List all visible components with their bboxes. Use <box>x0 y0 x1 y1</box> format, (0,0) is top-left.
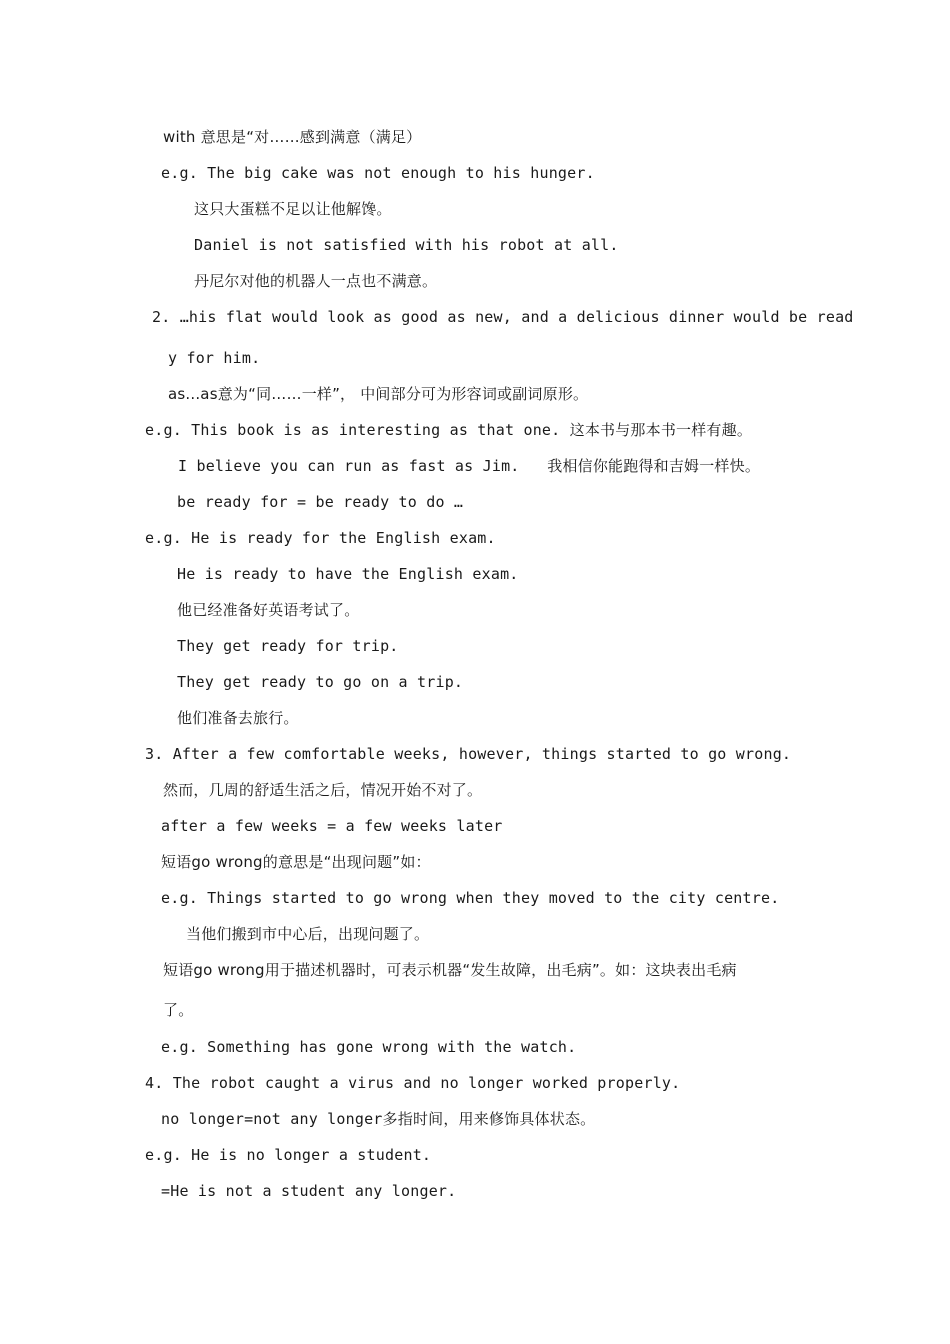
text-line: 然而，几周的舒适生活之后，情况开始不对了。 <box>163 781 483 799</box>
text-line: with 意思是“对……感到满意（满足） <box>163 128 422 146</box>
text-line: 他们准备去旅行。 <box>177 709 299 727</box>
text-line: 短语go wrong用于描述机器时，可表示机器“发生故障，出毛病”。如：这块表出毛病 <box>163 961 737 979</box>
text-line: after a few weeks = a few weeks later <box>161 817 503 835</box>
text-line: I believe you can run as fast as Jim. 我相信你能跑得和吉姆一样快。 <box>178 457 761 475</box>
text-line: e.g. The big cake was not enough to his hunger. <box>161 164 595 182</box>
text-line: as...as意为“同……一样”， 中间部分可为形容词或副词原形。 <box>168 385 589 403</box>
text-line: He is ready to have the English exam. <box>177 565 519 583</box>
text-line: 当他们搬到市中心后，出现问题了。 <box>186 925 430 943</box>
text-line: 2. …his flat would look as good as new, and a delicious dinner would be read <box>152 308 854 326</box>
text-line: no longer=not any longer多指时间，用来修饰具体状态。 <box>161 1110 596 1128</box>
text-line: e.g. Things started to go wrong when they moved to the city centre. <box>161 889 780 907</box>
text-line: e.g. This book is as interesting as that one. 这本书与那本书一样有趣。 <box>145 421 753 439</box>
text-line: 了。 <box>163 1001 194 1019</box>
text-line: 4. The robot caught a virus and no longer worked properly. <box>145 1074 681 1092</box>
text-line: e.g. Something has gone wrong with the watch. <box>161 1038 577 1056</box>
text-line: 短语go wrong的意思是“出现问题”如： <box>161 853 431 871</box>
text-line: 他已经准备好英语考试了。 <box>177 601 360 619</box>
text-line: They get ready to go on a trip. <box>177 673 464 691</box>
text-line: e.g. He is ready for the English exam. <box>145 529 496 547</box>
text-line: be ready for = be ready to do … <box>177 493 464 511</box>
text-line: =He is not a student any longer. <box>161 1182 457 1200</box>
text-line: e.g. He is no longer a student. <box>145 1146 432 1164</box>
text-line: 3. After a few comfortable weeks, however, things started to go wrong. <box>145 745 792 763</box>
text-line: 丹尼尔对他的机器人一点也不满意。 <box>194 272 438 290</box>
text-line: They get ready for trip. <box>177 637 399 655</box>
text-line: y for him. <box>168 349 261 367</box>
text-line: 这只大蛋糕不足以让他解馋。 <box>194 200 392 218</box>
text-line: Daniel is not satisfied with his robot at all. <box>194 236 619 254</box>
